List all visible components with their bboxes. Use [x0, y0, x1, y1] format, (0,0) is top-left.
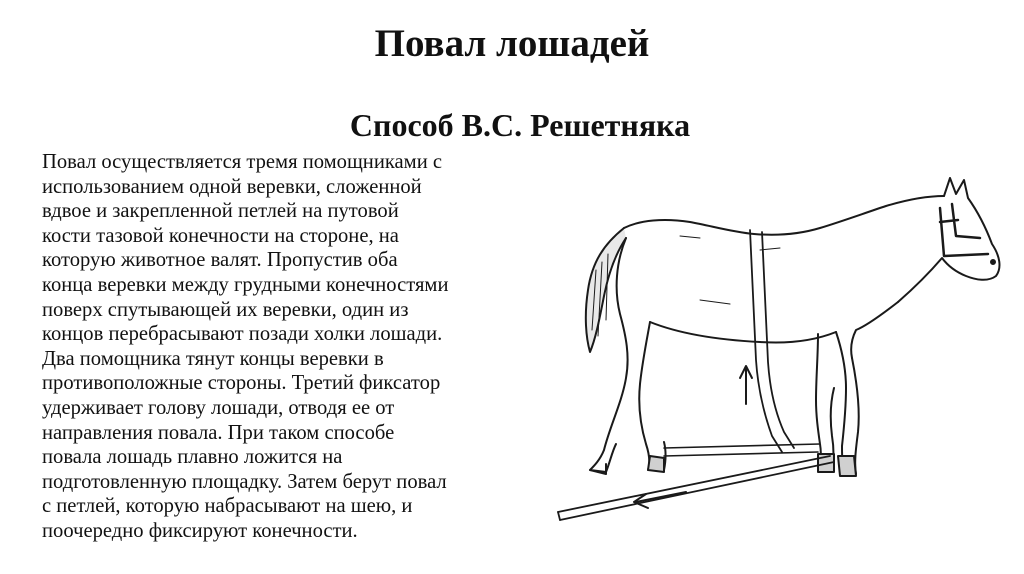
horse-front-leg — [816, 334, 834, 472]
hind-hoof — [648, 456, 664, 472]
horse-tail — [586, 228, 626, 352]
horse-back — [624, 196, 944, 235]
body-line: поочередно фиксируют конечности. — [42, 519, 358, 542]
body-text — [42, 150, 512, 544]
up-arrow — [740, 366, 752, 404]
slide-title: Повал лошадей — [374, 22, 650, 65]
body-line: удерживает голову лошади, отводя ее от — [42, 396, 395, 419]
body-line: Повал осуществляется тремя помощниками с — [42, 151, 443, 173]
body-line: направления повала. При таком способе — [42, 421, 395, 444]
body-line: с петлей, которую набрасывают на шею, и — [42, 495, 413, 518]
body-line: которую животное валят. Пропустив оба — [42, 249, 398, 272]
halter — [940, 204, 988, 256]
body-line: Два помощника тянут концы веревки в — [42, 347, 384, 370]
body-line: кости тазовой конечности на стороне, на — [42, 224, 399, 247]
horse-belly — [650, 322, 836, 343]
body-line: вдвое и закрепленной петлей на путовой — [42, 200, 399, 223]
hind-hoof — [590, 464, 606, 474]
slide-subtitle: Способ В.С. Решетняка — [349, 107, 691, 143]
horse-head — [898, 178, 999, 302]
horse-illustration — [548, 160, 1018, 530]
body-line: использованием одной веревки, сложенной — [42, 175, 422, 198]
body-line: концов перебрасывают позади холки лошади. — [42, 323, 443, 346]
body-line: поверх спутывающей их веревки, один из — [42, 298, 409, 321]
front-hoof — [838, 456, 856, 476]
body-line: подготовленную площадку. Затем берут повал — [42, 470, 447, 493]
body-line: противоположные стороны. Третий фиксатор — [42, 372, 441, 395]
body-line: конца веревки между грудными конечностями — [42, 273, 449, 296]
body-line: повала лошадь плавно ложится на — [42, 446, 343, 469]
